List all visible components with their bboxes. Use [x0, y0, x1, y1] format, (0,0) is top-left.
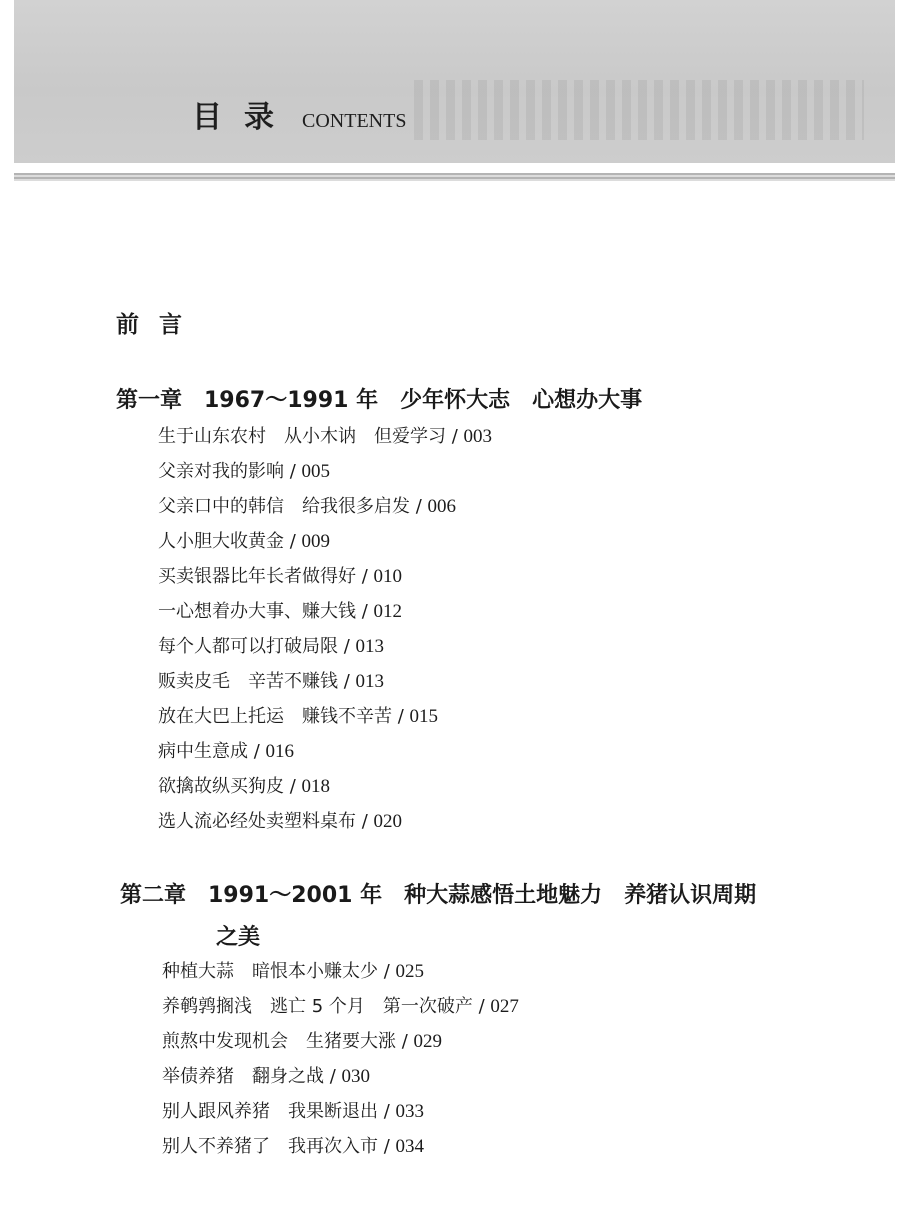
toc-entry-page-number: 006: [427, 496, 457, 517]
toc-chapter-1-entries: [158, 419, 492, 839]
contents-title-en: CONTENTS: [302, 110, 407, 132]
toc-entry-separator: /: [392, 706, 410, 727]
toc-entry-page-number: 012: [373, 601, 403, 622]
toc-entry-separator: /: [284, 461, 302, 482]
toc-entry-title: 放在大巴上托运 赚钱不辛苦: [158, 706, 392, 727]
toc-entry-title: 别人跟风养猪 我果断退出: [162, 1101, 378, 1122]
toc-entry-separator: /: [338, 636, 356, 657]
toc-entry[interactable]: [158, 524, 492, 559]
toc-entry[interactable]: [162, 1129, 519, 1164]
toc-entry-title: 举债养猪 翻身之战: [162, 1066, 324, 1087]
header-divider: [14, 173, 895, 181]
toc-entry-page-number: 020: [373, 811, 403, 832]
toc-entry[interactable]: [158, 734, 492, 769]
toc-entry-page-number: 013: [355, 636, 385, 657]
toc-entry-separator: /: [324, 1066, 342, 1087]
toc-entry[interactable]: [158, 699, 492, 734]
toc-entry-separator: /: [284, 776, 302, 797]
toc-entry-title: 养鹌鹑搁浅 逃亡 5 个月 第一次破产: [162, 996, 473, 1017]
toc-entry[interactable]: [158, 769, 492, 804]
toc-entry-page-number: 015: [409, 706, 439, 727]
contents-title-cn: 目录: [192, 100, 296, 135]
toc-entry-title: 种植大蒜 暗恨本小赚太少: [162, 961, 378, 982]
toc-chapter-2-title-continuation[interactable]: 之美: [216, 925, 261, 950]
toc-entry-title: 人小胆大收黄金: [158, 531, 284, 552]
toc-entry-separator: /: [338, 671, 356, 692]
toc-entry-title: 生于山东农村 从小木讷 但爱学习: [158, 426, 446, 447]
toc-entry-separator: /: [284, 531, 302, 552]
toc-entry-separator: /: [396, 1031, 414, 1052]
toc-entry[interactable]: [158, 594, 492, 629]
contents-heading: [192, 92, 406, 136]
toc-entry-title: 买卖银器比年长者做得好: [158, 566, 356, 587]
toc-entry-separator: /: [356, 811, 374, 832]
toc-entry[interactable]: [162, 989, 519, 1024]
toc-entry-title: 别人不养猪了 我再次入市: [162, 1136, 378, 1157]
toc-entry[interactable]: [158, 454, 492, 489]
toc-entry[interactable]: [158, 804, 492, 839]
toc-entry-title: 一心想着办大事、赚大钱: [158, 601, 356, 622]
toc-entry-separator: /: [248, 741, 266, 762]
toc-entry[interactable]: [162, 1059, 519, 1094]
toc-entry[interactable]: [162, 1024, 519, 1059]
toc-entry[interactable]: [162, 954, 519, 989]
toc-entry-page-number: 010: [373, 566, 403, 587]
toc-entry-page-number: 030: [341, 1066, 371, 1087]
toc-entry-title: 父亲口中的韩信 给我很多启发: [158, 496, 410, 517]
header-band: [14, 0, 895, 163]
toc-entry-separator: /: [356, 566, 374, 587]
toc-entry-separator: /: [472, 996, 491, 1017]
toc-entry-page-number: 005: [301, 461, 331, 482]
toc-entry-separator: /: [446, 426, 464, 447]
toc-entry[interactable]: [158, 489, 492, 524]
toc-entry-title: 贩卖皮毛 辛苦不赚钱: [158, 671, 338, 692]
toc-chapter-1-title[interactable]: 第一章 1967～1991 年 少年怀大志 心想办大事: [116, 388, 643, 413]
toc-entry-page-number: 027: [490, 996, 519, 1017]
toc-entry-separator: /: [378, 1136, 396, 1157]
toc-entry-page-number: 016: [265, 741, 295, 762]
toc-entry-separator: /: [356, 601, 374, 622]
toc-entry-page-number: 029: [413, 1031, 443, 1052]
toc-entry-page-number: 033: [395, 1101, 425, 1122]
toc-entry-page-number: 018: [301, 776, 331, 797]
toc-entry-title: 欲擒故纵买狗皮: [158, 776, 284, 797]
toc-entry-page-number: 009: [301, 531, 331, 552]
show-through-text: [414, 80, 864, 140]
toc-preface[interactable]: 前言: [116, 312, 202, 338]
toc-entry[interactable]: [158, 664, 492, 699]
toc-entry-separator: /: [378, 961, 396, 982]
toc-entry-page-number: 034: [395, 1136, 425, 1157]
toc-entry-separator: /: [378, 1101, 396, 1122]
toc-entry[interactable]: [158, 629, 492, 664]
toc-chapter-2-entries: [162, 954, 519, 1164]
toc-entry-title: 病中生意成: [158, 741, 248, 762]
toc-entry-page-number: 025: [395, 961, 425, 982]
toc-entry-page-number: 013: [355, 671, 385, 692]
toc-entry-title: 每个人都可以打破局限: [158, 636, 338, 657]
toc-entry-title: 选人流必经处卖塑料桌布: [158, 811, 356, 832]
toc-entry-title: 父亲对我的影响: [158, 461, 284, 482]
toc-entry[interactable]: [158, 559, 492, 594]
toc-entry-page-number: 003: [463, 426, 493, 447]
toc-chapter-2-title[interactable]: 第二章 1991～2001 年 种大蒜感悟土地魅力 养猪认识周期: [120, 883, 757, 908]
toc-entry-separator: /: [410, 496, 428, 517]
toc-entry[interactable]: [162, 1094, 519, 1129]
toc-entry[interactable]: [158, 419, 492, 454]
toc-entry-title: 煎熬中发现机会 生猪要大涨: [162, 1031, 396, 1052]
